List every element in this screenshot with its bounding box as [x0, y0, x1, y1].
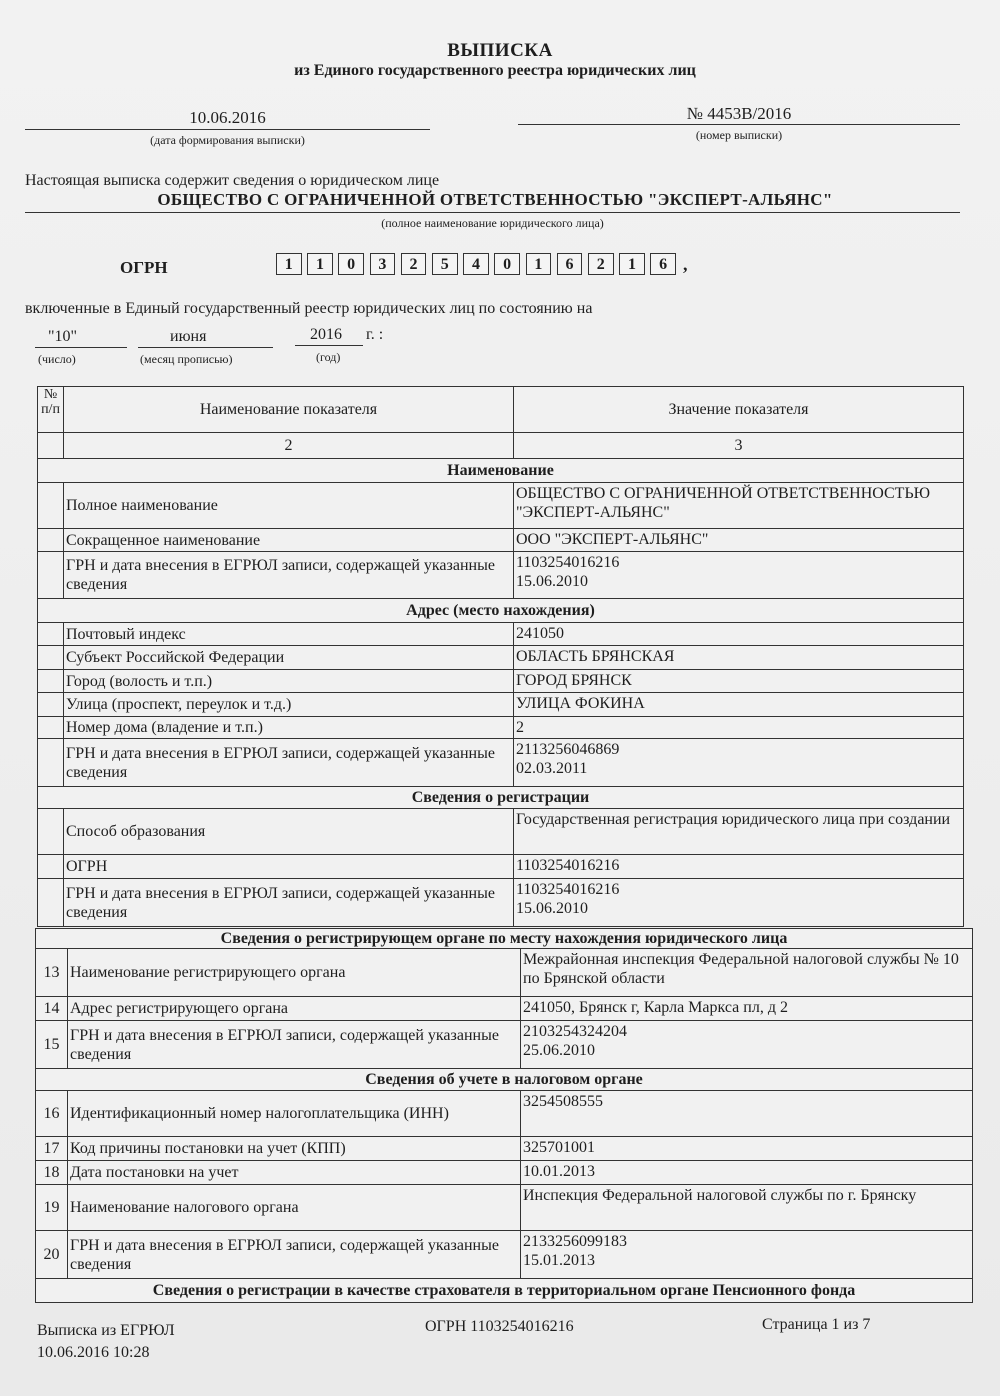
ogrn-digit-box: 6 — [650, 253, 676, 275]
row-number: 18 — [36, 1161, 68, 1185]
table-row — [36, 1161, 973, 1185]
column-header-value: Значение показателя — [514, 387, 964, 433]
table-row — [36, 949, 973, 997]
table-row — [38, 433, 964, 459]
date-month: июня — [170, 328, 207, 345]
indicator-name: Полное наименование — [64, 483, 514, 529]
year-underline — [295, 345, 363, 346]
table-row — [36, 997, 973, 1021]
month-underline — [138, 347, 273, 348]
day-caption: (число) — [38, 352, 76, 366]
indicator-name: ГРН и дата внесения в ЕГРЮЛ записи, содержащей указанные сведения — [68, 1021, 521, 1069]
indicator-value: ОБЛАСТЬ БРЯНСКАЯ — [514, 646, 964, 670]
row-number — [38, 646, 64, 670]
indicator-name: ГРН и дата внесения в ЕГРЮЛ записи, содержащей указанные сведения — [64, 879, 514, 927]
indicator-value: Межрайонная инспекция Федеральной налоговой службы № 10 по Брянской области — [521, 949, 973, 997]
ogrn-digit-box: 3 — [370, 253, 396, 275]
indicator-value: 1103254016216 — [514, 855, 964, 879]
table-row — [38, 529, 964, 552]
indicator-value: 10.01.2013 — [521, 1161, 973, 1185]
row-number — [38, 623, 64, 646]
row-number — [38, 739, 64, 787]
section-title: Сведения о регистрирующем органе по месту нахождения юридического лица — [36, 929, 973, 949]
indicator-name: Наименование налогового органа — [68, 1185, 521, 1231]
row-number: 20 — [36, 1231, 68, 1279]
company-full-name: ОБЩЕСТВО С ОГРАНИЧЕННОЙ ОТВЕТСТВЕННОСТЬЮ "ЭКСПЕРТ-АЛЬЯНС" — [157, 190, 833, 209]
table-row — [36, 1137, 973, 1161]
row-number — [38, 529, 64, 552]
ogrn-label: ОГРН — [120, 258, 168, 277]
indicator-name: Идентификационный номер налогоплательщика (ИНН) — [68, 1091, 521, 1137]
row-number: 16 — [36, 1091, 68, 1137]
table-row — [38, 717, 964, 739]
footer-page-number: Страница 1 из 7 — [762, 1316, 871, 1333]
section-title: Сведения о регистрации в качестве страхователя в территориальном органе Пенсионного фонда — [36, 1279, 973, 1303]
table-row — [36, 1185, 973, 1231]
section-header-row — [38, 787, 964, 809]
row-number: 17 — [36, 1137, 68, 1161]
ogrn-digit-box: 1 — [526, 253, 552, 275]
ogrn-digit-box: 1 — [276, 253, 302, 275]
date-day: "10" — [48, 328, 78, 345]
table-row — [38, 483, 964, 529]
ogrn-digit-box: 4 — [463, 253, 489, 275]
indicator-name: Почтовый индекс — [64, 623, 514, 646]
row-number — [38, 717, 64, 739]
ogrn-digit-box: 5 — [432, 253, 458, 275]
table-row — [36, 1021, 973, 1069]
indicator-name: ГРН и дата внесения в ЕГРЮЛ записи, содержащей указанные сведения — [68, 1231, 521, 1279]
indicator-name: Сокращенное наименование — [64, 529, 514, 552]
indicator-name: ГРН и дата внесения в ЕГРЮЛ записи, содержащей указанные сведения — [64, 739, 514, 787]
ogrn-digit-box: 6 — [557, 253, 583, 275]
indicator-name: Адрес регистрирующего органа — [68, 997, 521, 1021]
column-index-3: 3 — [514, 433, 964, 459]
row-number — [38, 809, 64, 855]
section-header-row — [36, 1069, 973, 1091]
company-underline — [25, 212, 960, 213]
column-index-1 — [38, 433, 64, 459]
year-caption: (год) — [316, 350, 341, 364]
indicator-value: УЛИЦА ФОКИНА — [514, 693, 964, 717]
table-row — [38, 623, 964, 646]
intro-text: Настоящая выписка содержит сведения о юридическом лице — [25, 172, 440, 189]
extract-number-caption: (номер выписки) — [695, 128, 783, 142]
row-number — [38, 879, 64, 927]
row-number — [38, 693, 64, 717]
table-row — [38, 693, 964, 717]
ogrn-digit-box: 2 — [588, 253, 614, 275]
column-header-number: № п/п — [38, 387, 64, 433]
footer-ogrn: ОГРН 1103254016216 — [425, 1318, 574, 1335]
section-title: Наименование — [38, 459, 964, 483]
number-underline — [518, 124, 960, 125]
date-underline — [25, 129, 430, 130]
indicator-name: Номер дома (владение и т.п.) — [64, 717, 514, 739]
ogrn-digit-box: 1 — [307, 253, 333, 275]
row-number: 19 — [36, 1185, 68, 1231]
date-year: 2016 — [310, 326, 342, 343]
indicator-value: 1103254016216 15.06.2010 — [514, 552, 964, 599]
ogrn-digit-box: 2 — [401, 253, 427, 275]
table-row — [38, 809, 964, 855]
indicator-value: 241050 — [514, 623, 964, 646]
indicator-value: 325701001 — [521, 1137, 973, 1161]
extract-date-caption: (дата формирования выписки) — [150, 133, 305, 147]
ogrn-digit-box: 0 — [494, 253, 520, 275]
indicator-value: 2103254324204 25.06.2010 — [521, 1021, 973, 1069]
included-text: включенные в Единый государственный реестр юридических лиц по состоянию на — [25, 300, 593, 317]
row-number — [38, 483, 64, 529]
row-number — [38, 552, 64, 599]
extract-number: № 4453В/2016 — [686, 104, 792, 123]
document-title: ВЫПИСКА — [447, 40, 553, 61]
row-number: 15 — [36, 1021, 68, 1069]
indicator-value: 2113256046869 02.03.2011 — [514, 739, 964, 787]
date-year-suffix: г. : — [366, 326, 384, 343]
table-row — [38, 670, 964, 693]
indicator-value: 1103254016216 15.06.2010 — [514, 879, 964, 927]
indicator-value: 2 — [514, 717, 964, 739]
table-header-row — [38, 387, 964, 433]
register-table-lower — [35, 928, 973, 1303]
table-row — [38, 552, 964, 599]
table-row — [36, 1091, 973, 1137]
indicator-value: Инспекция Федеральной налоговой службы по г. Брянску — [521, 1185, 973, 1231]
row-number: 13 — [36, 949, 68, 997]
indicator-name: Субъект Российской Федерации — [64, 646, 514, 670]
section-header-row — [36, 1279, 973, 1303]
document-subtitle: из Единого государственного реестра юридических лиц — [294, 62, 696, 79]
indicator-name: Способ образования — [64, 809, 514, 855]
indicator-value: Государственная регистрация юридического лица при создании — [514, 809, 964, 855]
row-number — [38, 855, 64, 879]
ogrn-digit-box: 0 — [338, 253, 364, 275]
row-number: 14 — [36, 997, 68, 1021]
register-table-upper — [37, 386, 964, 927]
row-number — [38, 670, 64, 693]
section-title: Адрес (место нахождения) — [38, 599, 964, 623]
footer-timestamp: 10.06.2016 10:28 — [37, 1344, 150, 1361]
table-row — [38, 855, 964, 879]
section-header-row — [38, 459, 964, 483]
section-title: Сведения о регистрации — [38, 787, 964, 809]
footer-extract-label: Выписка из ЕГРЮЛ — [37, 1322, 175, 1339]
indicator-value: ОБЩЕСТВО С ОГРАНИЧЕННОЙ ОТВЕТСТВЕННОСТЬЮ "ЭКСПЕРТ-АЛЬЯНС" — [514, 483, 964, 529]
indicator-name: Дата постановки на учет — [68, 1161, 521, 1185]
month-caption: (месяц прописью) — [140, 352, 233, 366]
ogrn-comma: , — [683, 254, 688, 274]
ogrn-digit-box: 1 — [619, 253, 645, 275]
table-row — [36, 1231, 973, 1279]
indicator-value: ГОРОД БРЯНСК — [514, 670, 964, 693]
extract-date: 10.06.2016 — [189, 108, 266, 127]
indicator-name: Наименование регистрирующего органа — [68, 949, 521, 997]
company-caption: (полное наименование юридического лица) — [381, 216, 604, 230]
column-header-name: Наименование показателя — [64, 387, 514, 433]
table-row — [38, 739, 964, 787]
section-header-row — [36, 929, 973, 949]
table-row — [38, 879, 964, 927]
indicator-value: 2133256099183 15.01.2013 — [521, 1231, 973, 1279]
indicator-value: 3254508555 — [521, 1091, 973, 1137]
section-header-row — [38, 599, 964, 623]
section-title: Сведения об учете в налоговом органе — [36, 1069, 973, 1091]
table-row — [38, 646, 964, 670]
indicator-value: ООО "ЭКСПЕРТ-АЛЬЯНС" — [514, 529, 964, 552]
indicator-name: ОГРН — [64, 855, 514, 879]
column-index-2: 2 — [64, 433, 514, 459]
indicator-name: Город (волость и т.п.) — [64, 670, 514, 693]
indicator-name: Код причины постановки на учет (КПП) — [68, 1137, 521, 1161]
indicator-name: ГРН и дата внесения в ЕГРЮЛ записи, содержащей указанные сведения — [64, 552, 514, 599]
indicator-value: 241050, Брянск г, Карла Маркса пл, д 2 — [521, 997, 973, 1021]
day-underline — [35, 347, 127, 348]
indicator-name: Улица (проспект, переулок и т.д.) — [64, 693, 514, 717]
